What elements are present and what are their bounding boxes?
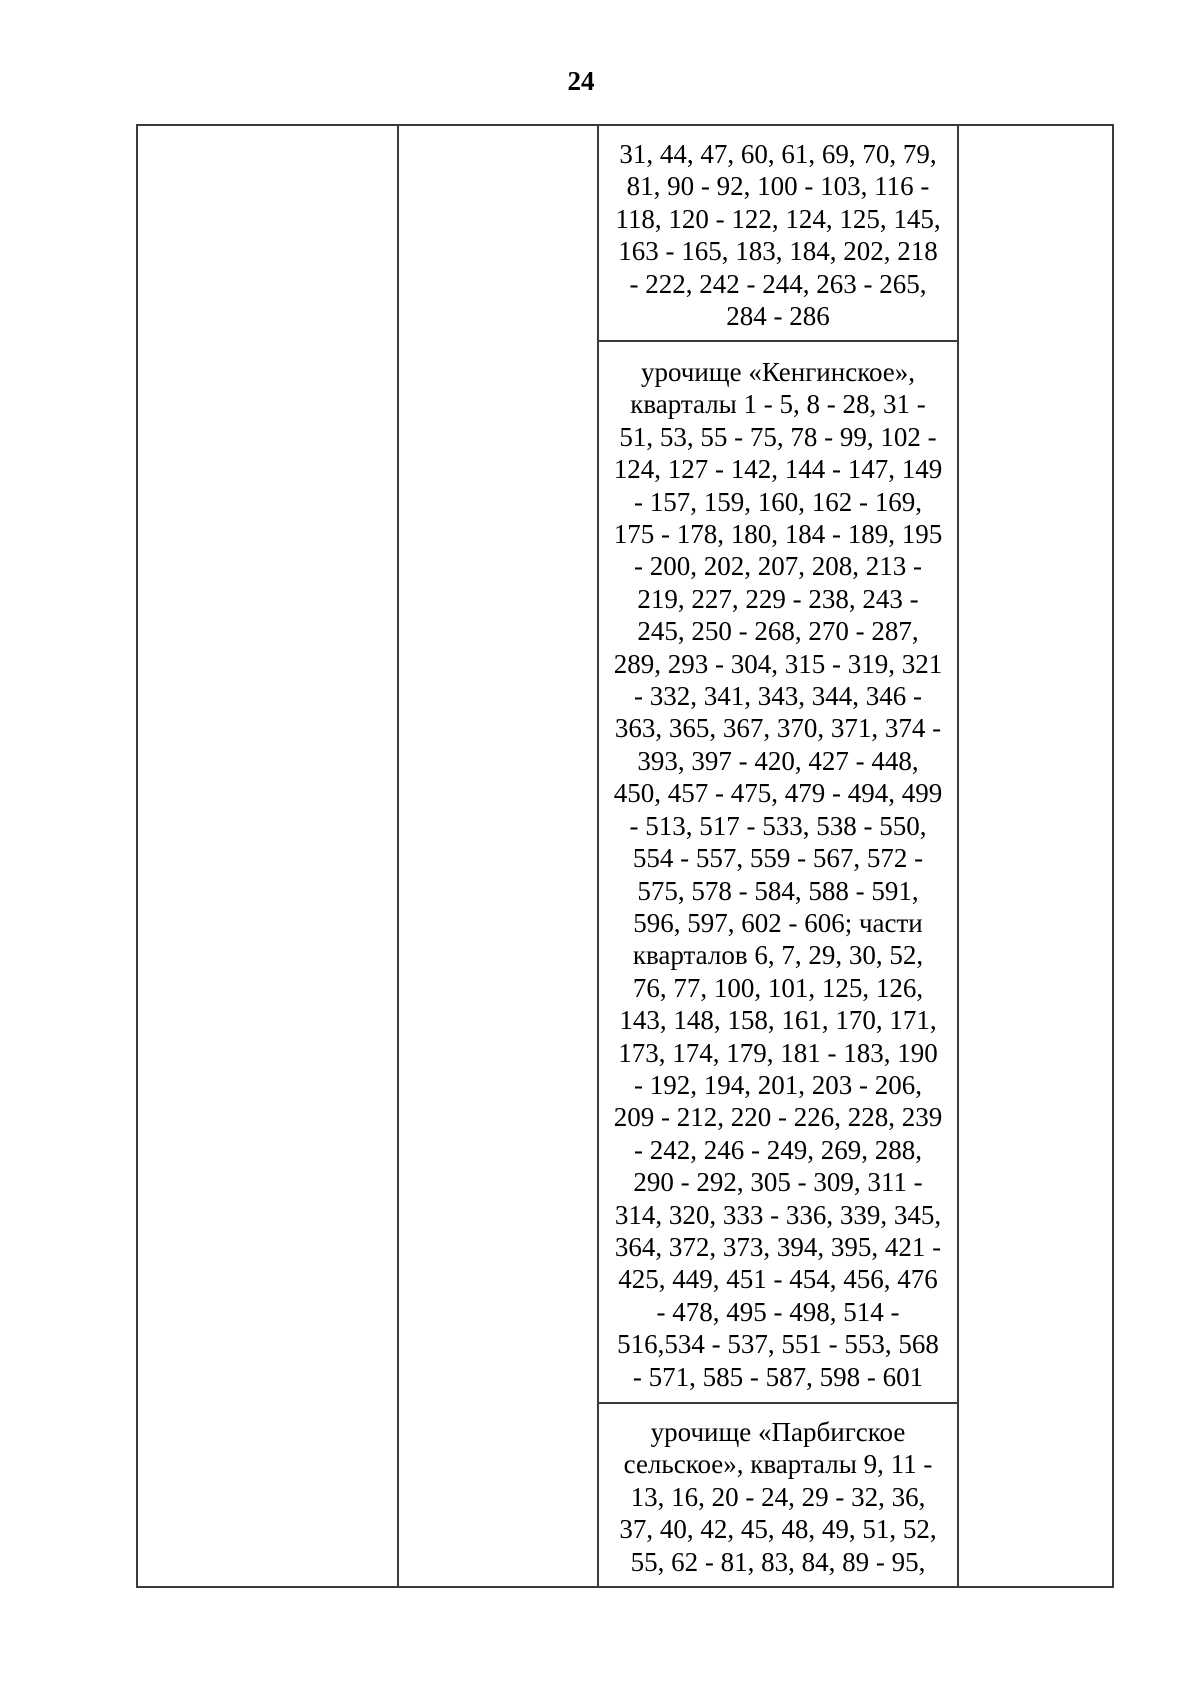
text-line: сельское», кварталы 9, 11 -	[623, 1449, 933, 1480]
text-line: 425, 449, 451 - 454, 456, 476	[618, 1264, 938, 1295]
text-line: кварталов 6, 7, 29, 30, 52,	[632, 940, 924, 971]
table-column-2-empty	[399, 126, 599, 1586]
text-line: кварталы 1 - 5, 8 - 28, 31 -	[630, 389, 926, 420]
text-line: - 332, 341, 343, 344, 346 -	[634, 681, 922, 712]
text-line: 290 - 292, 305 - 309, 311 -	[633, 1167, 923, 1198]
text-line: 596, 597, 602 - 606; части	[633, 907, 923, 938]
text-line: 55, 62 - 81, 83, 84, 89 - 95,	[630, 1546, 926, 1577]
text-line: 51, 53, 55 - 75, 78 - 99, 102 -	[619, 421, 937, 452]
text-line: - 571, 585 - 587, 598 - 601	[632, 1361, 924, 1392]
text-line: 76, 77, 100, 101, 125, 126,	[632, 972, 924, 1003]
text-line: урочище «Парбигское	[650, 1417, 906, 1447]
text-line: 289, 293 - 304, 315 - 319, 321	[613, 648, 943, 679]
text-line: 118, 120 - 122, 124, 125, 145,	[615, 203, 941, 234]
text-line: 554 - 557, 559 - 567, 572 -	[632, 843, 924, 874]
table-column-4-empty	[959, 126, 1112, 1586]
text-line: - 200, 202, 207, 208, 213 -	[634, 551, 922, 582]
text-line: 31, 44, 47, 60, 61, 69, 70, 79,	[619, 139, 937, 169]
text-line: 143, 148, 158, 161, 170, 171,	[619, 1005, 937, 1036]
cell-urochishche-parbigskoye	[599, 1404, 957, 1586]
forest-quarters-table	[136, 124, 1114, 1588]
text-line: 173, 174, 179, 181 - 183, 190	[618, 1037, 938, 1068]
text-line: - 157, 159, 160, 162 - 169,	[634, 486, 922, 517]
text-line: 81, 90 - 92, 100 - 103, 116 -	[626, 171, 930, 202]
text-line: - 478, 495 - 498, 514 -	[656, 1296, 900, 1327]
text-line: 364, 372, 373, 394, 395, 421 -	[614, 1231, 942, 1262]
text-line: 363, 365, 367, 370, 371, 374 -	[614, 713, 942, 744]
table-column-quarter-lists	[599, 126, 959, 1586]
text-line: 163 - 165, 183, 184, 202, 218	[618, 236, 938, 267]
text-line: 393, 397 - 420, 427 - 448,	[637, 745, 919, 776]
text-line: 37, 40, 42, 45, 48, 49, 51, 52,	[619, 1514, 937, 1545]
text-line: 13, 16, 20 - 24, 29 - 32, 36,	[630, 1481, 926, 1512]
text-line: 245, 250 - 268, 270 - 287,	[637, 616, 919, 647]
text-line: 314, 320, 333 - 336, 339, 345,	[614, 1199, 942, 1230]
table-column-1-empty	[138, 126, 399, 1586]
text-line: 575, 578 - 584, 588 - 591,	[637, 875, 919, 906]
text-line: 175 - 178, 180, 184 - 189, 195	[613, 519, 943, 550]
text-line: 219, 227, 229 - 238, 243 -	[637, 583, 919, 614]
text-line: - 242, 246 - 249, 269, 288,	[634, 1134, 922, 1165]
text-line: 516,534 - 537, 551 - 553, 568	[617, 1329, 939, 1360]
cell-quarter-list-continued	[599, 126, 957, 342]
text-line: 124, 127 - 142, 144 - 147, 149	[613, 454, 943, 485]
cell-urochishche-kenginskoye	[599, 342, 957, 1404]
text-line: 209 - 212, 220 - 226, 228, 239	[613, 1102, 943, 1133]
text-line: урочище «Кенгинское»,	[640, 357, 916, 387]
text-line: - 222, 242 - 244, 263 - 265,	[629, 268, 927, 299]
page-number: 24	[567, 66, 595, 96]
text-line: 450, 457 - 475, 479 - 494, 499	[613, 778, 943, 809]
text-line: - 513, 517 - 533, 538 - 550,	[629, 810, 927, 841]
text-line: - 192, 194, 201, 203 - 206,	[634, 1069, 922, 1100]
text-line: 284 - 286	[726, 301, 830, 332]
